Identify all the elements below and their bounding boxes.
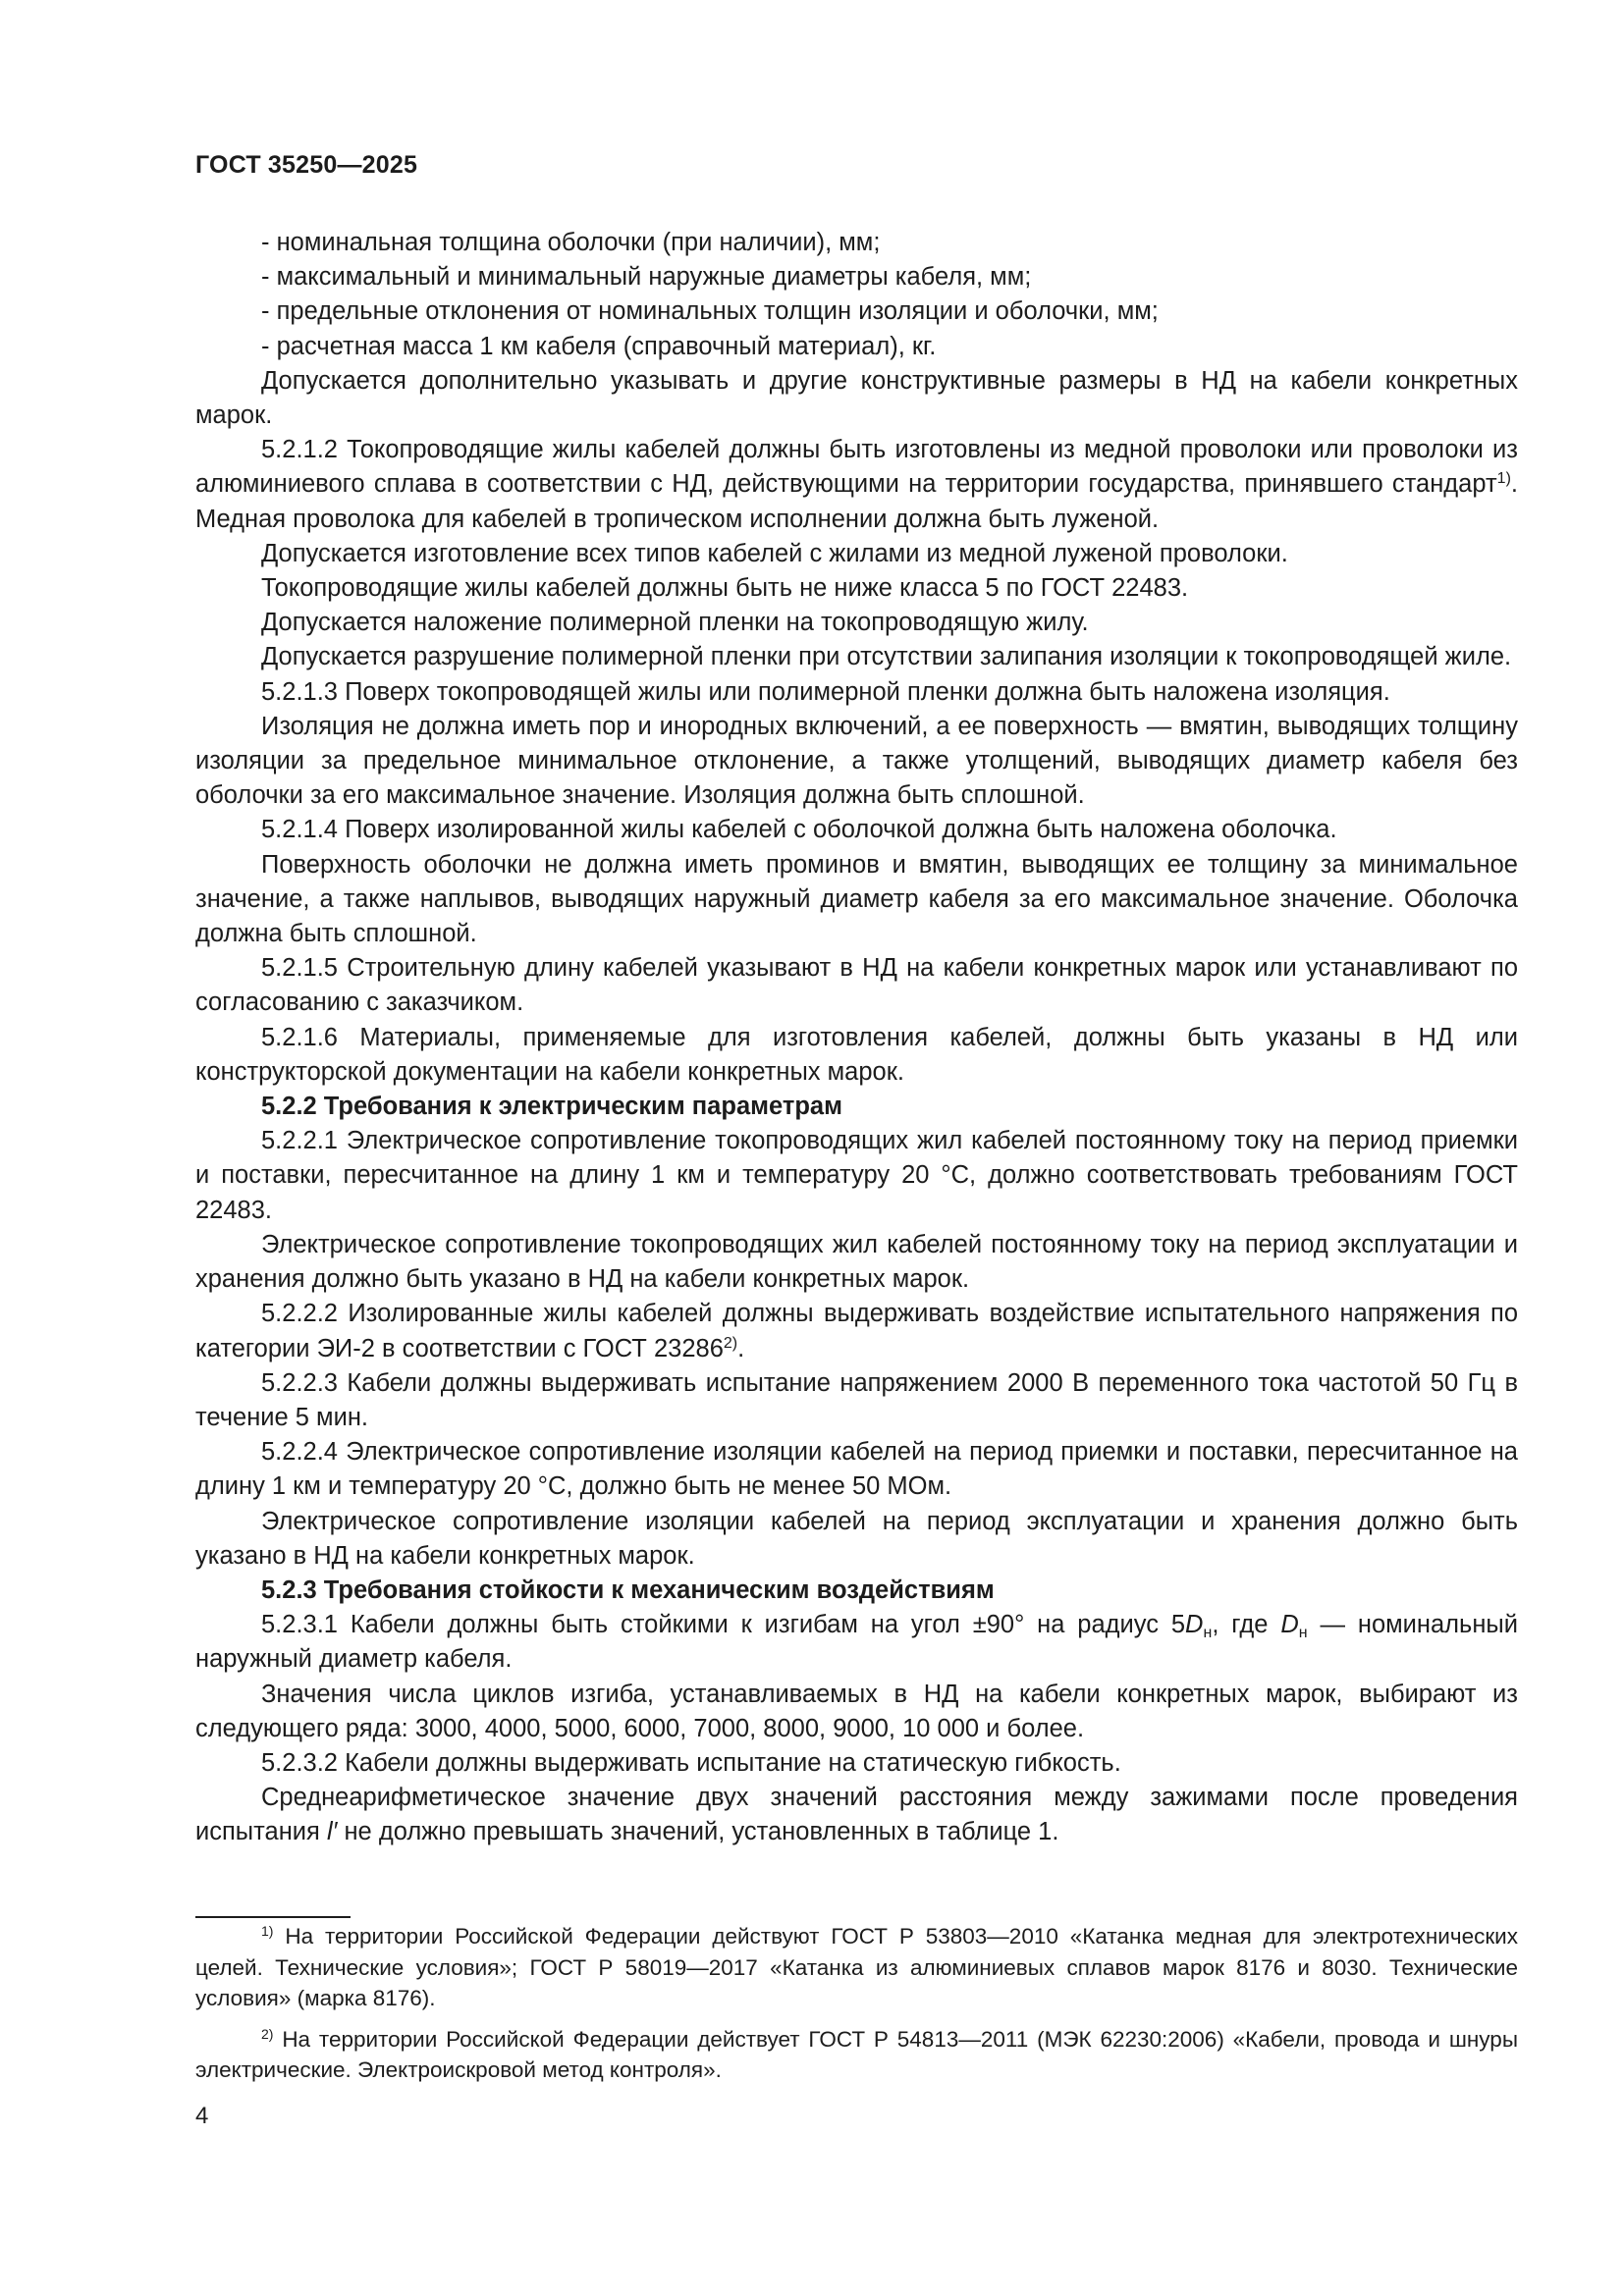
paragraph: Допускается дополнительно указывать и другие конструктивные размеры в НД на кабели конкретных марок.	[195, 366, 1518, 430]
paragraph-5-2-2-1: 5.2.2.1 Электрическое сопротивление токопроводящих жил кабелей постоянному току на период приемки и поставки, пересчитанное на длину 1 км и температуру 20 °С, должно соответствовать требованиям ГОСТ 22483.	[195, 1127, 1518, 1224]
paragraph: - расчетная масса 1 км кабеля (справочный материал), кг.	[261, 332, 937, 360]
section-heading-5-2-3: 5.2.3 Требования стойкости к механическим воздействиям	[261, 1575, 995, 1604]
paragraph-5-2-1-6: 5.2.1.6 Материалы, применяемые для изготовления кабелей, должны быть указаны в НД или конструкторской документации на кабели конкретных марок.	[195, 1023, 1518, 1086]
paragraph: - предельные отклонения от номинальных толщин изоляции и оболочки, мм;	[261, 297, 1159, 326]
paragraph-5-2-1-2	[195, 433, 1518, 537]
text-run: .	[737, 1334, 745, 1362]
paragraph-5-2-2-3: 5.2.2.3 Кабели должны выдерживать испытание напряжением 2000 В переменного тока частотой 50 Гц в течение 5 мин.	[195, 1368, 1518, 1431]
footnote-separator	[195, 1916, 351, 1918]
footnote-text: На территории Российской Федерации действует ГОСТ Р 54813—2011 (МЭК 62230:2006) «Кабели, провода и шнуры электрические. Электроискровой метод контроля».	[195, 2026, 1518, 2082]
paragraph-5-2-3-1	[195, 1608, 1518, 1677]
text-run: . Медная проволока для кабелей в тропическом исполнении должна быть луженой.	[195, 470, 1518, 533]
footnotes	[195, 1921, 1518, 2096]
paragraph	[195, 1781, 1518, 1849]
page-number: 4	[195, 2103, 209, 2129]
section-heading-5-2-2: 5.2.2 Требования к электрическим параметрам	[261, 1093, 842, 1121]
paragraph-5-2-1-4: 5.2.1.4 Поверх изолированной жилы кабелей с оболочкой должна быть наложена оболочка.	[261, 816, 1337, 844]
footnote-mark: 2)	[261, 2025, 274, 2042]
paragraph: Допускается наложение полимерной пленки на токопроводящую жилу.	[261, 609, 1089, 637]
paragraph: Электрическое сопротивление токопроводящих жил кабелей постоянному току на период эксплуатации и хранения должно быть указано в НД на кабели конкретных марок.	[195, 1230, 1518, 1294]
footnote-mark: 1)	[261, 1923, 274, 1939]
footnote-2	[195, 2024, 1518, 2086]
text-run: не должно превышать значений, установленных в таблице 1.	[337, 1818, 1059, 1846]
paragraph-5-2-1-5: 5.2.1.5 Строительную длину кабелей указывают в НД на кабели конкретных марок или устанавливают по согласованию с заказчиком.	[195, 954, 1518, 1017]
footnote-ref-1: 1)	[1496, 470, 1511, 488]
symbol-d: D	[1280, 1611, 1299, 1639]
paragraph-5-2-1-3: 5.2.1.3 Поверх токопроводящей жилы или полимерной пленки должна быть наложена изоляция.	[261, 677, 1390, 706]
paragraph-5-2-2-2	[195, 1297, 1518, 1365]
paragraph: - номинальная толщина оболочки (при наличии), мм;	[261, 229, 881, 256]
paragraph: Токопроводящие жилы кабелей должны быть не ниже класса 5 по ГОСТ 22483.	[261, 574, 1189, 603]
footnote-text: На территории Российской Федерации действуют ГОСТ Р 53803—2010 «Катанка медная для электротехнических целей. Технические условия»; ГОСТ Р 58019—2017 «Катанка из алюминиевых сплавов марок 8176 и 8030. Технические условия» (марка 8176).	[195, 1924, 1518, 2010]
paragraph: Электрическое сопротивление изоляции кабелей на период эксплуатации и хранения должно быть указано в НД на кабели конкретных марок.	[195, 1507, 1518, 1570]
text-run: 5.2.3.1 Кабели должны быть стойкими к изгибам на угол ±90° на радиус 5	[261, 1611, 1186, 1639]
symbol-l-prime: l′	[326, 1818, 338, 1846]
body-text	[195, 226, 1518, 1850]
text-run: , где	[1212, 1611, 1281, 1639]
footnote-1	[195, 1921, 1518, 2014]
paragraph: Поверхность оболочки не должна иметь проминов и вмятин, выводящих ее толщину за минимальное значение, а также наплывов, выводящих наружный диаметр кабеля за его максимальное значение. Оболочка должна быть сплошной.	[195, 850, 1518, 948]
footnote-ref-2: 2)	[723, 1334, 738, 1352]
paragraph-5-2-2-4: 5.2.2.4 Электрическое сопротивление изоляции кабелей на период приемки и поставки, пересчитанное на длину 1 км и температуру 20 °С, должно быть не менее 50 МОм.	[195, 1438, 1518, 1501]
page-header-standard: ГОСТ 35250—2025	[195, 151, 418, 179]
paragraph: Допускается изготовление всех типов кабелей с жилами из медной луженой проволоки.	[261, 539, 1288, 567]
paragraph: - максимальный и минимальный наружные диаметры кабеля, мм;	[261, 263, 1032, 292]
paragraph: Допускается разрушение полимерной пленки при отсутствии залипания изоляции к токопроводящей жиле.	[261, 643, 1512, 671]
paragraph: Значения числа циклов изгиба, устанавливаемых в НД на кабели конкретных марок, выбирают из следующего ряда: 3000, 4000, 5000, 6000, 7000, 8000, 9000, 10 000 и более.	[195, 1680, 1518, 1742]
subscript-n: н	[1298, 1625, 1308, 1642]
text-run: Среднеарифметическое значение двух значений расстояния между зажимами после проведения испытания	[195, 1784, 1518, 1846]
subscript-n: н	[1203, 1625, 1213, 1642]
symbol-d: D	[1185, 1611, 1204, 1639]
paragraph: Изоляция не должна иметь пор и инородных включений, а ее поверхность — вмятин, выводящих толщину изоляции за предельное минимальное отклонение, а также утолщений, выводящих диаметр кабеля без оболочки за его максимальное значение. Изоляция должна быть сплошной.	[195, 712, 1518, 810]
text-run: 5.2.2.2 Изолированные жилы кабелей должны выдерживать воздействие испытательного напряжения по категории ЭИ-2 в соответствии с ГОСТ 23286	[195, 1300, 1518, 1362]
text-run: 5.2.1.2 Токопроводящие жилы кабелей должны быть изготовлены из медной проволоки или проволоки из алюминиевого сплава в соответствии с НД, действующими на территории государства, принявшего стандарт	[195, 436, 1518, 499]
text-run: — номинальный наружный диаметр кабеля.	[195, 1611, 1518, 1674]
paragraph-5-2-3-2: 5.2.3.2 Кабели должны выдерживать испытание на статическую гибкость.	[261, 1748, 1121, 1777]
